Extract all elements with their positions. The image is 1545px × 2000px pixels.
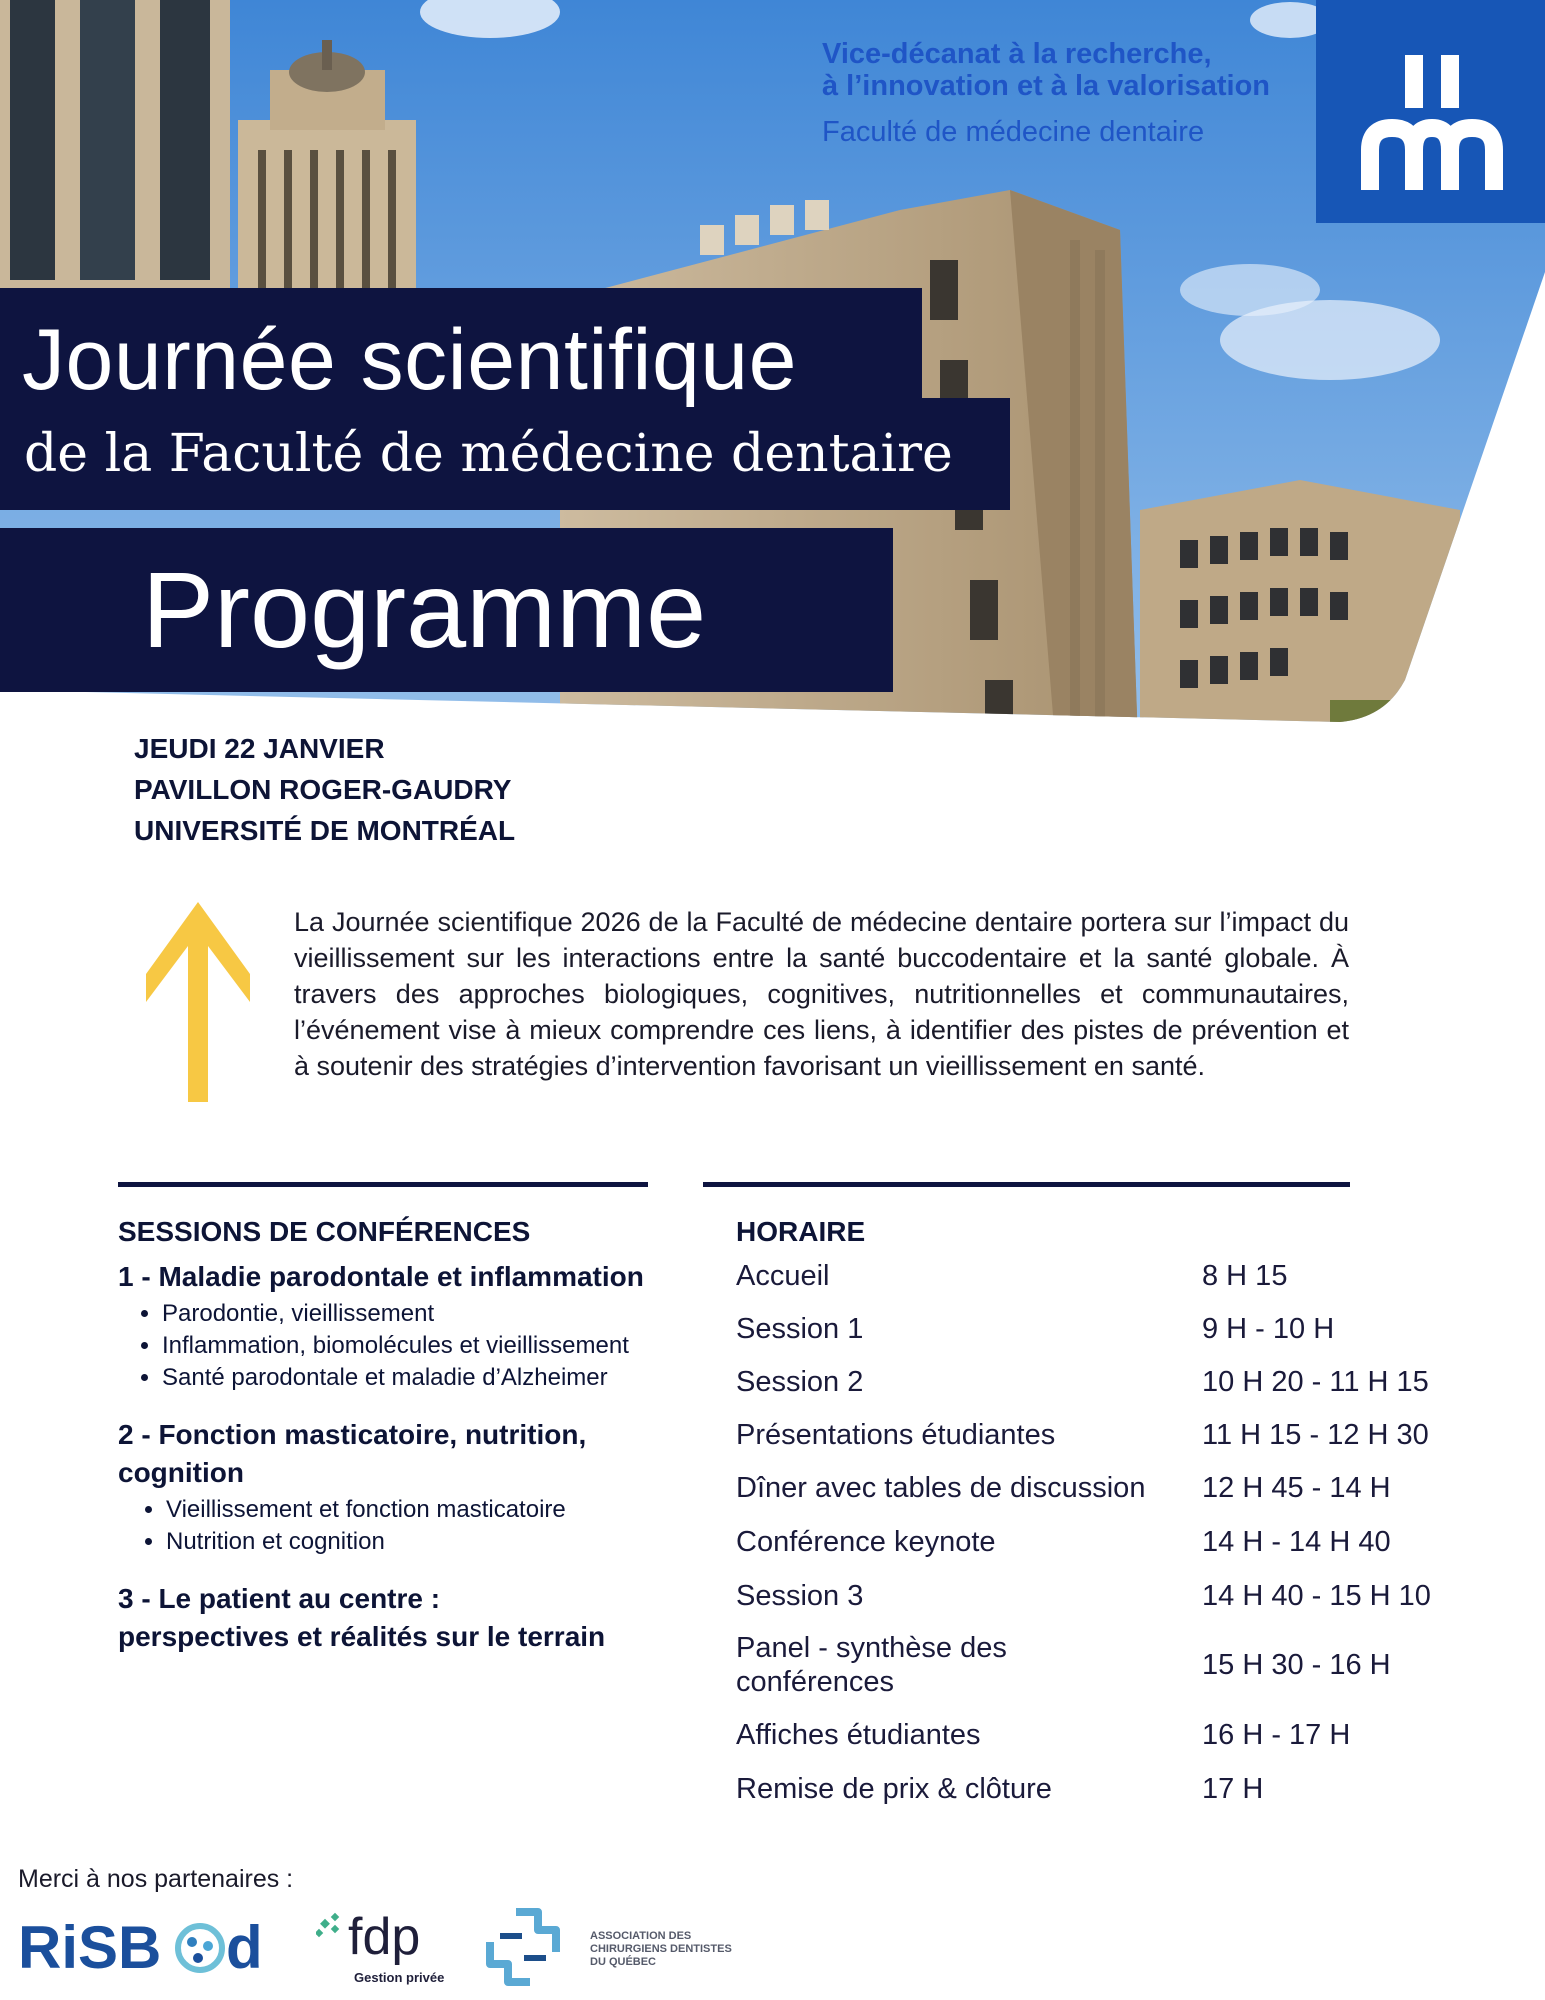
schedule-time: 14 H 40 - 15 H 10 [1202,1579,1431,1612]
udem-logo-icon [1316,0,1545,223]
schedule-event: Session 3 [736,1579,864,1612]
schedule-time: 15 H 30 - 16 H [1202,1649,1391,1681]
schedule-time: 10 H 20 - 11 H 15 [1202,1365,1429,1398]
schedule-row [736,1461,1456,1515]
schedule-event: Remise de prix & clôture [736,1773,1052,1805]
list-item: • Parodontie, vieillissement [162,1298,678,1330]
schedule-time: 9 H - 10 H [1202,1312,1335,1345]
vice-decanat-block [822,38,1302,148]
schedule-event: Panel - synthèse des conférences [736,1632,1007,1698]
schedule-title: HORAIRE [736,1216,866,1247]
vice-decanat-line2: à l’innovation et à la valorisation [822,70,1270,102]
udem-logo [1316,0,1545,223]
schedule-time: 12 H 45 - 14 H [1202,1472,1391,1504]
vice-decanat-line1: Vice-décanat à la recherche, [822,38,1212,70]
partners-thanks: Merci à nos partenaires : [18,1865,294,1893]
schedule-event: Session 2 [736,1365,864,1398]
schedule-row [736,1355,1456,1408]
risbod-logo [18,1912,283,1980]
acdq-line1: ASSOCIATION DES [590,1930,692,1942]
session-2-heading: 2 - Fonction masticatoire, nutrition, cognition [118,1419,587,1488]
session-3-heading [118,1580,678,1656]
session-2-list [118,1494,678,1558]
svg-text:RiSB: RiSB [18,1914,162,1980]
schedule-section [736,1214,1456,1816]
schedule-event: Accueil [736,1260,830,1292]
programme-heading: Programme [142,549,707,670]
schedule-row [736,1622,1456,1708]
schedule-time: 8 H 15 [1202,1260,1288,1292]
fdp-logo [316,1908,451,1988]
acdq-line3: DU QUÉBEC [590,1956,657,1968]
svg-text:fdp: fdp [348,1908,421,1966]
schedule-event: Présentations étudiantes [736,1418,1056,1451]
schedule-event: Affiches étudiantes [736,1719,981,1751]
event-venue: PAVILLON ROGER-GAUDRY [134,774,512,805]
session-3-heading-line1: 3 - Le patient au centre : [118,1583,441,1614]
schedule-row [736,1762,1456,1816]
session-1-list [118,1298,678,1394]
schedule-event: Dîner avec tables de discussion [736,1472,1146,1504]
schedule-row [736,1569,1456,1622]
event-info [134,728,515,851]
list-item: • Inflammation, biomolécules et vieillissement [162,1330,678,1362]
schedule-row [736,1708,1456,1762]
intro-paragraph: La Journée scientifique 2026 de la Faculté de médecine dentaire portera sur l’impact du vieillissement sur les interactions entre la santé buccodentaire et la santé globale. À travers des approches biologiques, cognitives, nutritionnelles et communautaires, l’événement vise à mieux comprendre ces liens, à identifier des pistes de prévention et à soutenir des stratégies d’intervention favorisant un vieillissement en santé. [294,907,1349,1081]
sessions-title: SESSIONS DE CONFÉRENCES [118,1216,531,1247]
schedule-row [736,1302,1456,1355]
schedule-row [736,1408,1456,1461]
svg-text:Gestion privée: Gestion privée [354,1970,445,1985]
fdp-logo-icon [316,1908,451,1988]
sessions-section [118,1214,678,1656]
up-arrow-icon [146,902,250,1102]
schedule-event: Session 1 [736,1312,864,1345]
schedule-time: 16 H - 17 H [1202,1719,1351,1751]
event-title: Journée scientifique [22,312,797,408]
schedule-event: Conférence keynote [736,1526,996,1558]
session-3-heading-line2: perspectives et réalités sur le terrain [118,1621,606,1652]
faculty-name: Faculté de médecine dentaire [822,116,1205,148]
session-1-heading: 1 - Maladie parodontale et inflammation [118,1261,644,1292]
acdq-line2: CHIRURGIENS DENTISTES [590,1943,732,1955]
schedule-time: 11 H 15 - 12 H 30 [1202,1418,1429,1451]
risbod-logo-icon [18,1912,283,1980]
schedule-row [736,1515,1456,1569]
schedule-divider [703,1182,1350,1187]
acdq-logo [486,1906,756,1990]
event-date: JEUDI 22 JANVIER [134,733,385,764]
schedule-time: 14 H - 14 H 40 [1202,1526,1391,1558]
list-item: • Santé parodontale et maladie d’Alzheimer [162,1362,678,1394]
event-university: UNIVERSITÉ DE MONTRÉAL [134,815,516,846]
event-subtitle: de la Faculté de médecine dentaire [24,424,953,484]
list-item: • Vieillissement et fonction masticatoire [166,1494,678,1526]
schedule-row [736,1250,1456,1302]
schedule-time: 17 H [1202,1773,1264,1805]
list-item: • Nutrition et cognition [166,1526,678,1558]
svg-text:d: d [226,1914,263,1980]
sessions-divider [118,1182,648,1187]
